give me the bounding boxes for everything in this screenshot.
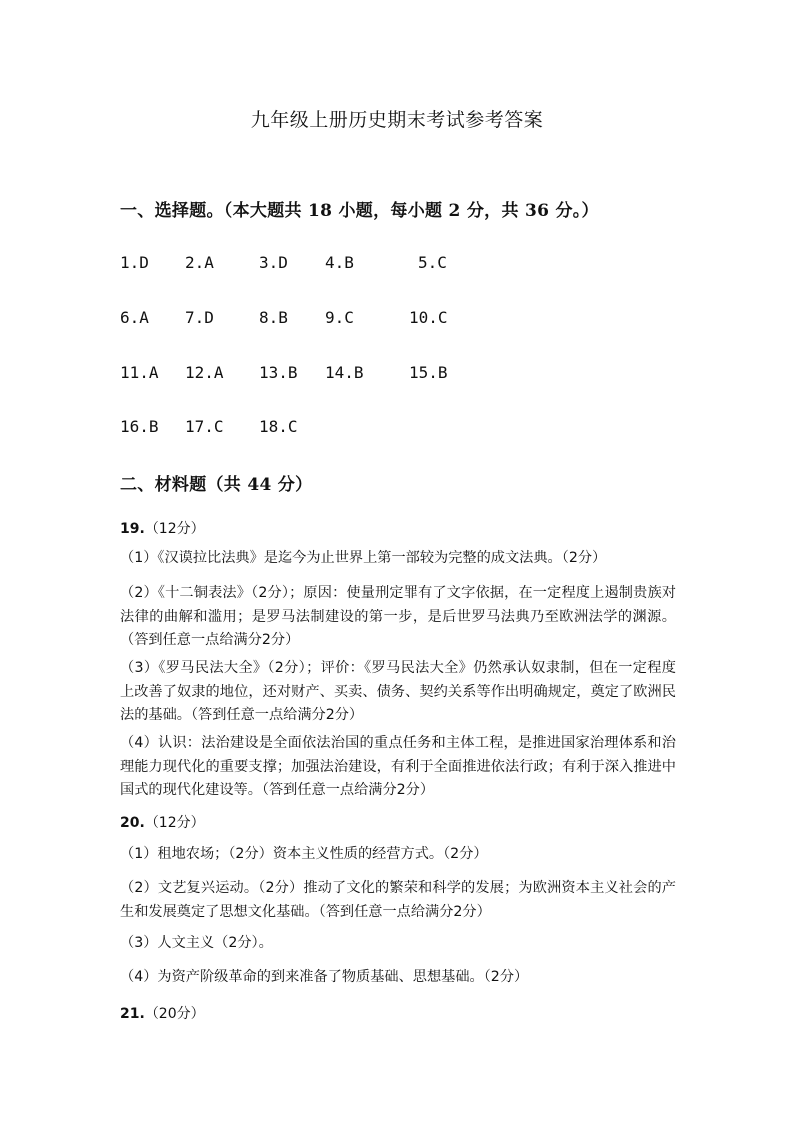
question-21-heading [120, 1003, 205, 1023]
answer-item: 14.B [325, 363, 364, 382]
section-1-heading: 一、选择题。（本大题共 18 小题，每小题 2 分，共 36 分。） [120, 201, 599, 221]
q19-answer-3: （3）《罗马民法大全》（2分）；评价：《罗马民法大全》仍然承认奴隶制，但在一定程度上改善了奴隶的地位，还对财产、买卖、债务、契约关系等作出明确规定，奠定了欧洲民法的基础。（答到任意一点给满分2分） [120, 660, 676, 723]
answer-item: 5.C [418, 253, 447, 272]
question-points: （12分） [144, 815, 205, 831]
question-number: 21. [120, 1006, 145, 1022]
answer-item: 10.C [409, 308, 448, 327]
answer-item: 15.B [409, 363, 448, 382]
answer-item: 18.C [259, 417, 298, 436]
document-title: 九年级上册历史期末考试参考答案 [250, 109, 544, 131]
answer-row-1 [120, 253, 520, 275]
answer-item: 2.A [185, 253, 214, 272]
answer-item: 1.D [120, 253, 149, 272]
answer-item: 3.D [259, 253, 288, 272]
answer-item: 8.B [259, 308, 288, 327]
question-points: （20分） [144, 1006, 205, 1022]
answer-item: 6.A [120, 308, 149, 327]
answer-item: 17.C [185, 417, 224, 436]
q20-answer-3: （3）人文主义（2分）。 [120, 935, 273, 951]
answer-row-3 [120, 363, 520, 385]
answer-row-2 [120, 308, 520, 330]
answer-item: 7.D [185, 308, 214, 327]
answer-item: 13.B [259, 363, 298, 382]
answer-item: 4.B [325, 253, 354, 272]
question-points: （12分） [144, 521, 205, 537]
q19-answer-1: （1）《汉谟拉比法典》是迄今为止世界上第一部较为完整的成文法典。（2分） [120, 550, 607, 566]
answer-item: 12.A [185, 363, 224, 382]
question-20-heading [120, 812, 205, 832]
answer-row-4 [120, 417, 520, 439]
answer-item: 11.A [120, 363, 159, 382]
answer-item: 9.C [325, 308, 354, 327]
answer-item: 16.B [120, 417, 159, 436]
question-number: 20. [120, 815, 145, 831]
q19-answer-2: （2）《十二铜表法》（2分）；原因：使量刑定罪有了文字依据，在一定程度上遏制贵族对法律的曲解和滥用；是罗马法制建设的第一步，是后世罗马法典乃至欧洲法学的渊源。（答到任意一点给满分2分） [120, 585, 676, 648]
question-19-heading [120, 518, 205, 538]
q20-answer-1: （1）租地农场；（2分）资本主义性质的经营方式。（2分） [120, 846, 488, 862]
q20-answer-2: （2）文艺复兴运动。（2分）推动了文化的繁荣和科学的发展；为欧洲资本主义社会的产生和发展奠定了思想文化基础。（答到任意一点给满分2分） [120, 880, 676, 920]
section-2-heading: 二、材料题（共 44 分） [120, 475, 313, 495]
q20-answer-4: （4）为资产阶级革命的到来准备了物质基础、思想基础。（2分） [120, 969, 529, 985]
question-number: 19. [120, 521, 145, 537]
q19-answer-4: （4）认识：法治建设是全面依法治国的重点任务和主体工程，是推进国家治理体系和治理能力现代化的重要支撑；加强法治建设，有利于全面推进依法行政；有利于深入推进中国式的现代化建设等。（答到任意一点给满分2分） [120, 735, 676, 798]
